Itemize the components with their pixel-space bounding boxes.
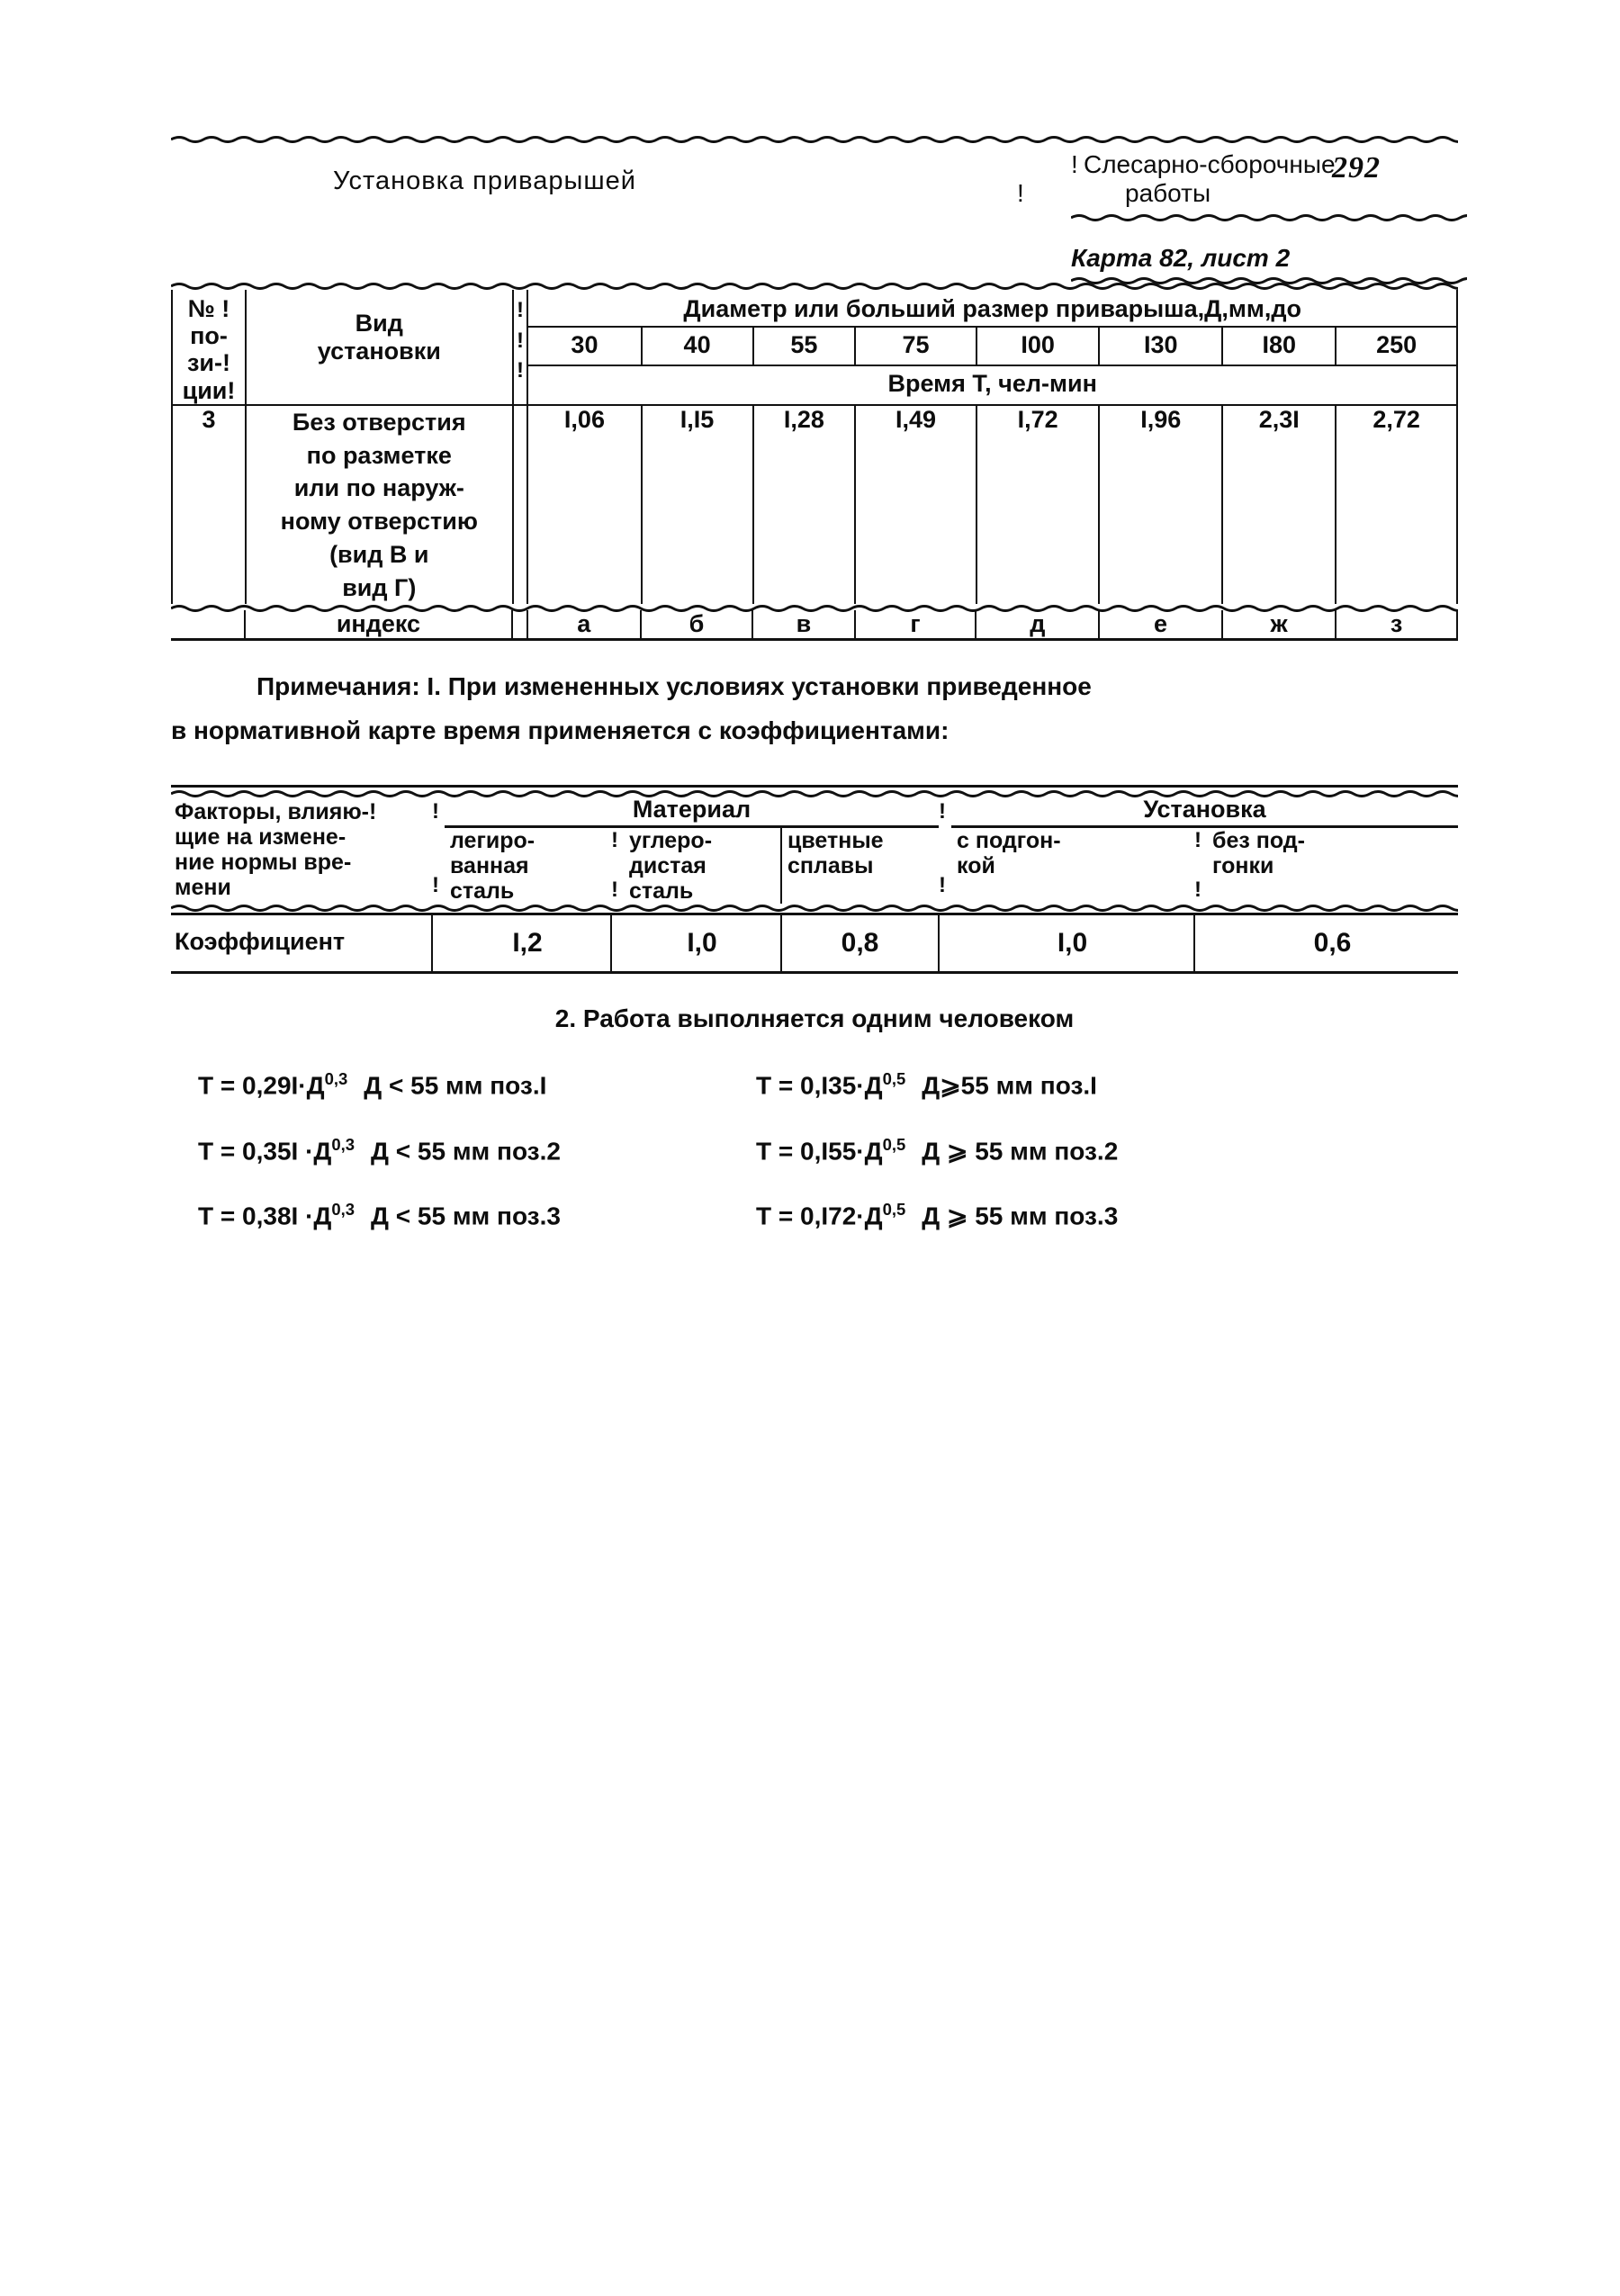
- divider-wavy-coef-mid: [171, 904, 1458, 912]
- section-title: ! Слесарно-сборочные ! работы: [1017, 150, 1336, 207]
- table-index-row: [171, 610, 1457, 638]
- coef-value-carbon-steel: I,0: [687, 928, 717, 959]
- coef-header-row-1: [171, 796, 1458, 827]
- index-zh: ж: [1222, 610, 1336, 638]
- coef-group-install: Установка: [951, 796, 1458, 827]
- page-number: 292: [1332, 151, 1381, 185]
- header-diameter-75: 75: [855, 327, 976, 366]
- card-label: Карта 82, лист 2: [1071, 244, 1291, 272]
- header-diameter-55: 55: [753, 327, 856, 366]
- index-g: г: [855, 610, 976, 638]
- notes-block-1: [171, 664, 1458, 752]
- note1-line1: Примечания: I. При измененных условиях установки приведенное: [256, 672, 1092, 701]
- coefficient-table: [171, 785, 1458, 974]
- table-row: [172, 405, 1457, 604]
- formula-row-3: [171, 1200, 1458, 1230]
- formula-2-left: $Т = 0,35I \cdot Д^{0,3}$ Д < 55 мм поз.2: [198, 1134, 561, 1165]
- index-z: з: [1336, 610, 1457, 638]
- index-label: индекс: [245, 610, 512, 638]
- coef-value-with-fitting: I,0: [1057, 928, 1088, 959]
- header-position: № ! по- зи-! ции!: [172, 290, 246, 405]
- divider-coef-bottom: [171, 971, 1458, 974]
- coef-value-nonferrous: 0,8: [781, 915, 939, 971]
- card-line: [171, 240, 1458, 282]
- header-bang-column: ! ! !: [513, 290, 528, 405]
- divider-coef-top: [171, 785, 1458, 788]
- divider-wavy-section: [1071, 213, 1467, 221]
- coef-bang-col-3: ! !: [611, 828, 618, 902]
- row-value-180: 2,3I: [1222, 405, 1336, 604]
- row-value-100: I,72: [976, 405, 1100, 604]
- row-description: Без отверстия по разметке или по наруж- ному отверстию (вид В и вид Г): [246, 405, 513, 604]
- coef-col-nonferrous: цветные сплавы: [781, 827, 939, 905]
- coef-col-carbon-steel: углеро- дистая сталь: [629, 828, 713, 905]
- divider-table-bottom: [171, 638, 1458, 641]
- formula-1-right: $Т = 0,I35\cdot Д^{0,5}$ Д⩾55 мм поз.I: [756, 1069, 1097, 1100]
- header-diameter-250: 250: [1336, 327, 1457, 366]
- coef-bang-col-4: ! !: [1194, 828, 1202, 902]
- index-b: б: [641, 610, 752, 638]
- index-d: д: [976, 610, 1099, 638]
- note2: 2. Работа выполняется одним человеком: [554, 1004, 1075, 1033]
- coef-bang-col-1: ! !: [432, 799, 439, 898]
- table-header-row-1: [172, 290, 1457, 327]
- coef-spacer-2: [611, 915, 624, 971]
- formula-2-right: $Т = 0,I55\cdot Д^{0,5}$ Д ⩾ 55 мм поз.2: [756, 1134, 1119, 1165]
- divider-wavy-index: [171, 604, 1458, 612]
- index-a: а: [527, 610, 641, 638]
- divider-wavy-card: [1071, 276, 1467, 284]
- row-bang-column: [513, 405, 528, 604]
- coef-bang-col-2: ! !: [939, 799, 947, 898]
- formula-row-2: [171, 1135, 1458, 1166]
- note1-line2: в нормативной карте время применяется с коэффициентами:: [171, 716, 950, 745]
- coef-col-without-fitting: без под- гонки: [1212, 828, 1305, 879]
- header-diameter-40: 40: [642, 327, 753, 366]
- coef-factors-header: Факторы, влияю-! щие на измене- ние нормы вре- мени: [175, 799, 377, 901]
- header-band: [171, 143, 1458, 240]
- index-spacer: [171, 610, 245, 638]
- formulas-block: [171, 1069, 1458, 1230]
- section-title-line1: Слесарно-сборочные: [1084, 150, 1336, 178]
- header-time-title: Время Т, чел-мин: [527, 365, 1457, 405]
- header-diameter-30: 30: [527, 327, 641, 366]
- header-diameter-100: I00: [976, 327, 1100, 366]
- coef-spacer-1: [432, 915, 445, 971]
- formula-1-left: $Т = 0,29I\cdot Д^{0,3}$ Д < 55 мм поз.I: [198, 1069, 547, 1100]
- row-value-130: I,96: [1099, 405, 1222, 604]
- section-title-line2: работы: [1125, 179, 1211, 207]
- operation-title: Установка приварышей: [333, 167, 636, 195]
- coef-spacer-4: [1194, 915, 1207, 971]
- row-value-55: I,28: [753, 405, 856, 604]
- header-diameter-180: I80: [1222, 327, 1336, 366]
- row-value-30: I,06: [527, 405, 641, 604]
- formula-row-1: [171, 1069, 1458, 1100]
- coef-spacer-3: [939, 915, 951, 971]
- index-v: в: [752, 610, 855, 638]
- coef-col-with-fitting: с подгон- кой: [957, 828, 1061, 879]
- coef-values-row: [171, 915, 1458, 971]
- divider-wavy-top: [171, 135, 1458, 143]
- coef-col-alloy-steel: легиро- ванная сталь: [450, 828, 536, 905]
- coef-value-without-fitting: 0,6: [1313, 928, 1352, 959]
- formula-3-left: $Т = 0,38I \cdot Д^{0,3}$ Д < 55 мм поз.3: [198, 1199, 561, 1230]
- row-value-40: I,I5: [642, 405, 753, 604]
- norm-table: [171, 290, 1458, 641]
- row-value-250: 2,72: [1336, 405, 1457, 604]
- header-diameter-title: Диаметр или больший размер приварыша,Д,мм,до: [527, 290, 1457, 327]
- formula-3-right: $Т = 0,I72\cdot Д^{0,5}$ Д ⩾ 55 мм поз.3: [756, 1199, 1119, 1230]
- header-install-type: Вид установки: [246, 290, 513, 405]
- coef-label: Коэффициент: [171, 915, 432, 971]
- index-e: е: [1099, 610, 1222, 638]
- coef-group-material: Материал: [445, 796, 939, 827]
- row-position: 3: [172, 405, 246, 604]
- header-diameter-130: I30: [1099, 327, 1222, 366]
- coef-value-alloy-steel: I,2: [512, 928, 543, 959]
- document-sheet: [171, 135, 1458, 1265]
- row-value-75: I,49: [855, 405, 976, 604]
- index-bang-column: [512, 610, 527, 638]
